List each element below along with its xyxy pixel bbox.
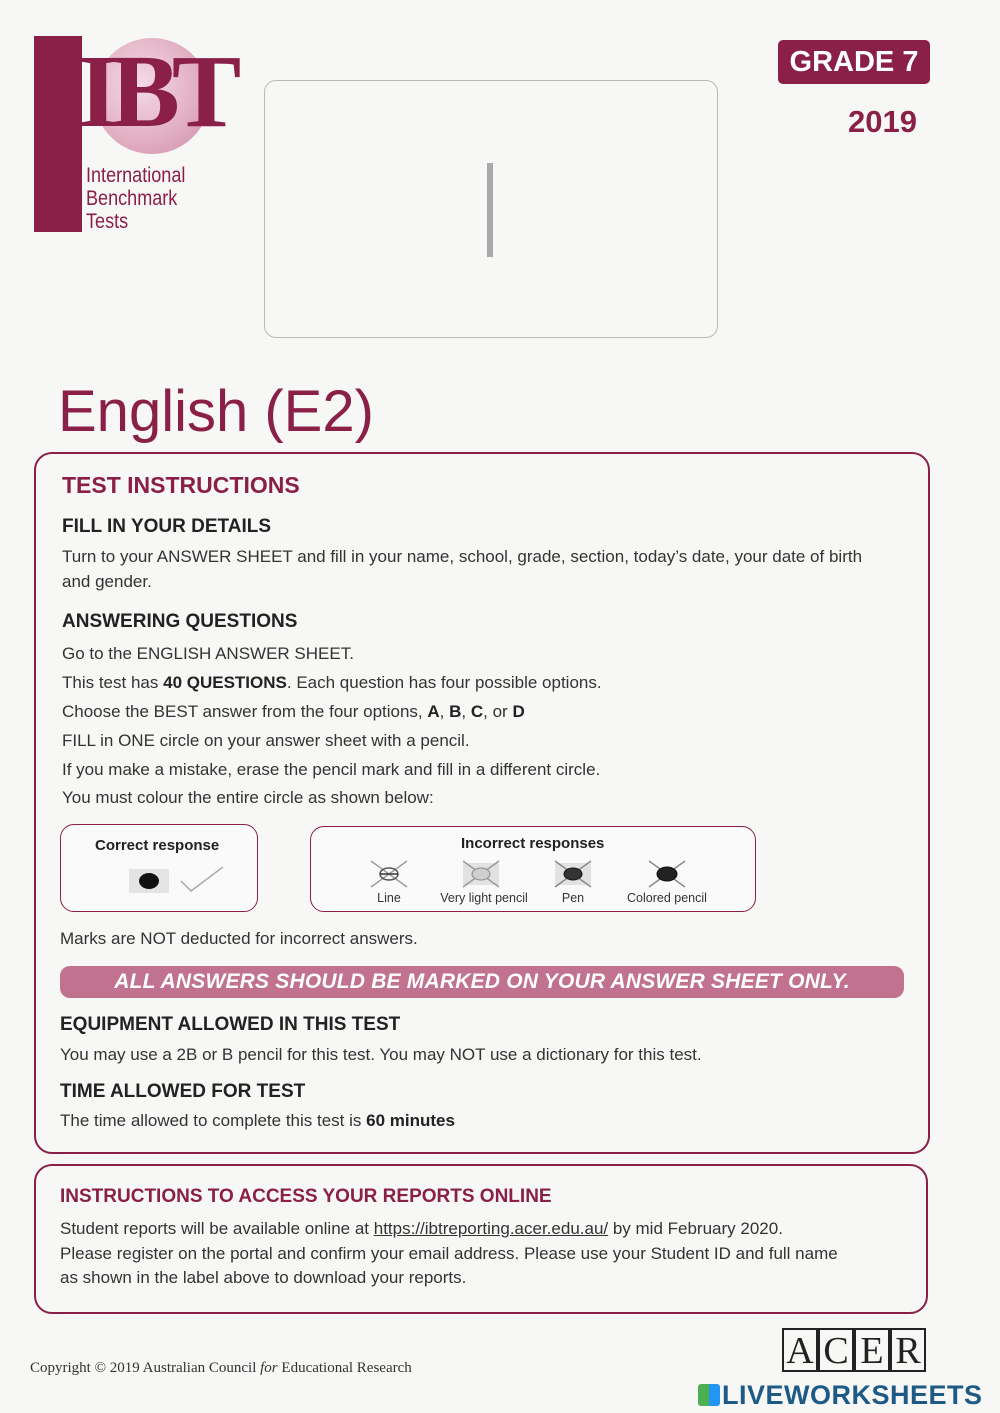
filled-circle-icon bbox=[139, 873, 159, 889]
answer-sheet-banner: ALL ANSWERS SHOULD BE MARKED ON YOUR ANSWER SHEET ONLY. bbox=[60, 966, 904, 998]
acer-letter-a: A bbox=[782, 1328, 818, 1372]
incorrect-label-line: Line bbox=[377, 891, 401, 905]
liveworksheets-watermark: LIVEWORKSHEETS bbox=[698, 1380, 983, 1410]
incorrect-label-very-light-pencil: Very light pencil bbox=[440, 891, 528, 905]
pen-mark-icon bbox=[553, 859, 593, 889]
details-text: Turn to your ANSWER SHEET and fill in your name, school, grade, section, today’s date, your date of birth and gender. bbox=[62, 547, 863, 591]
acer-letter-c: C bbox=[818, 1328, 854, 1372]
equipment-heading: EQUIPMENT ALLOWED IN THIS TEST bbox=[60, 1014, 401, 1035]
liveworksheets-icon bbox=[698, 1384, 720, 1406]
reports-link[interactable]: https://ibtreporting.acer.edu.au/ bbox=[373, 1219, 609, 1238]
equipment-text: You may use a 2B or B pencil for this test. You may NOT use a dictionary for this test. bbox=[60, 1045, 702, 1064]
test-year: 2019 bbox=[848, 104, 917, 139]
logo-wordmark bbox=[86, 164, 185, 233]
label-mark bbox=[487, 163, 493, 257]
student-label-box bbox=[264, 80, 718, 338]
answering-line-3: Choose the BEST answer from the four options, A, B, C, or D bbox=[62, 702, 525, 721]
logo-line-1: International bbox=[86, 164, 186, 187]
time-heading: TIME ALLOWED FOR TEST bbox=[60, 1081, 306, 1102]
correct-response-box bbox=[60, 824, 258, 912]
incorrect-responses-box bbox=[310, 826, 756, 912]
ibt-logo bbox=[34, 34, 234, 236]
light-pencil-mark-icon bbox=[461, 859, 501, 889]
answering-line-5: If you make a mistake, erase the pencil mark and fill in a different circle. bbox=[62, 760, 601, 779]
grade-badge: GRADE 7 bbox=[778, 40, 930, 84]
reports-line-1: Student reports will be available online at https://ibtreporting.acer.edu.au/ by mid February 2020. bbox=[60, 1219, 783, 1238]
logo-line-2: Benchmark bbox=[86, 187, 178, 210]
test-instructions-panel bbox=[34, 452, 930, 1154]
answering-line-4: FILL in ONE circle on your answer sheet with a pencil. bbox=[62, 731, 470, 750]
correct-response-title: Correct response bbox=[95, 837, 220, 854]
copyright-notice: Copyright © 2019 Australian Council for Educational Research bbox=[30, 1360, 412, 1376]
answering-line-6: You must colour the entire circle as shown below: bbox=[62, 788, 434, 807]
checkmark-icon bbox=[179, 865, 225, 893]
details-heading: FILL IN YOUR DETAILS bbox=[62, 516, 272, 537]
answering-line-2: This test has 40 QUESTIONS. Each question has four possible options. bbox=[62, 673, 602, 692]
logo-line-3: Tests bbox=[86, 210, 129, 233]
acer-logo bbox=[782, 1328, 932, 1378]
incorrect-label-pen: Pen bbox=[561, 891, 585, 905]
logo-letters: IBT bbox=[78, 34, 234, 149]
incorrect-label-colored-pencil: Colored pencil bbox=[627, 891, 707, 905]
marks-note: Marks are NOT deducted for incorrect answers. bbox=[60, 929, 418, 948]
acer-letter-r: R bbox=[890, 1328, 926, 1372]
reports-line-2: Please register on the portal and confirm your email address. Please use your Student ID and full name bbox=[60, 1244, 838, 1263]
reports-panel bbox=[34, 1164, 928, 1314]
answering-heading: ANSWERING QUESTIONS bbox=[62, 611, 298, 632]
time-text: The time allowed to complete this test is 60 minutes bbox=[60, 1111, 455, 1130]
incorrect-responses-title: Incorrect responses bbox=[461, 835, 605, 852]
reports-heading: INSTRUCTIONS TO ACCESS YOUR REPORTS ONLINE bbox=[60, 1186, 552, 1207]
colored-pencil-mark-icon bbox=[647, 859, 687, 889]
reports-line-3: as shown in the label above to download your reports. bbox=[60, 1268, 467, 1287]
line-mark-icon bbox=[369, 859, 409, 889]
answering-line-1: Go to the ENGLISH ANSWER SHEET. bbox=[62, 644, 354, 663]
page-title: English (E2) bbox=[58, 379, 374, 444]
acer-letter-e: E bbox=[854, 1328, 890, 1372]
logo-bar bbox=[34, 36, 82, 232]
instructions-heading: TEST INSTRUCTIONS bbox=[62, 472, 300, 498]
